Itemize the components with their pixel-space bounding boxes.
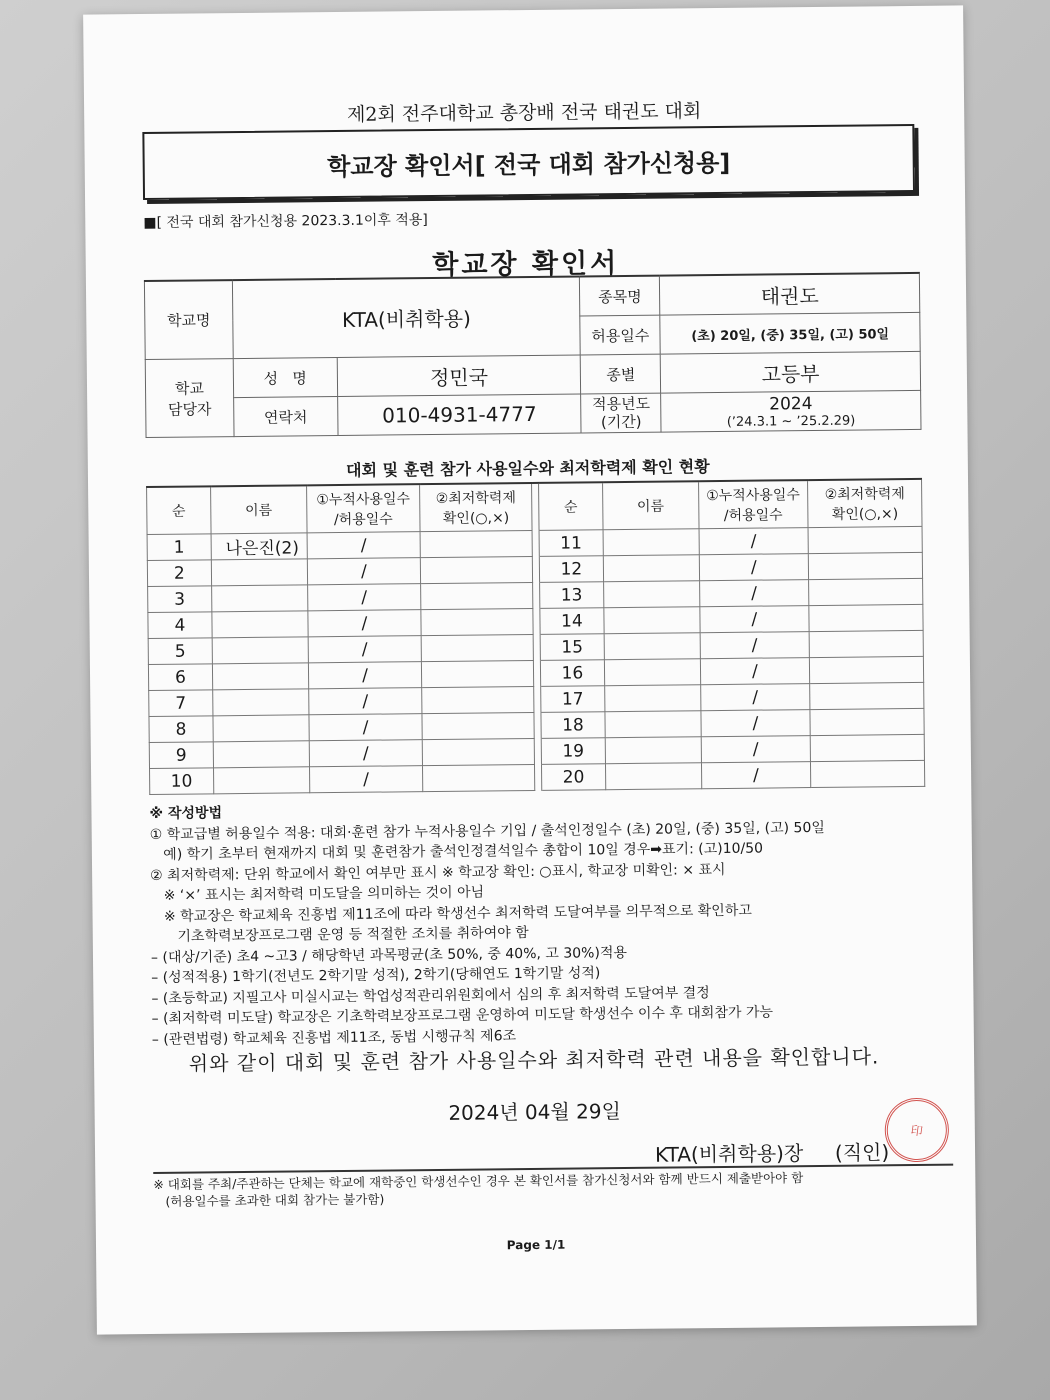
roster-days-cell: / bbox=[701, 736, 811, 763]
roster-name-cell bbox=[213, 715, 309, 742]
roster-academic-cell bbox=[808, 526, 922, 553]
roster-academic-cell bbox=[810, 682, 924, 709]
roster-academic-cell bbox=[809, 630, 923, 657]
roster-days-cell: / bbox=[308, 636, 422, 663]
page-number: Page 1/1 bbox=[506, 1237, 566, 1253]
roster-days-cell: / bbox=[309, 766, 423, 793]
roster-days-cell: / bbox=[699, 606, 809, 633]
roster-academic-cell bbox=[421, 582, 533, 609]
roster-no-cell: 10 bbox=[150, 768, 214, 795]
division-label: 종별 bbox=[581, 354, 661, 394]
roster-no-cell: 7 bbox=[149, 690, 213, 717]
roster-header-days-left: ①누적사용일수 /허용일수 bbox=[306, 484, 420, 533]
roster-name-cell bbox=[603, 581, 699, 608]
roster-days-cell: / bbox=[308, 610, 422, 637]
instruction-line: 기초학력보장프로그램 운영 등 적절한 조치를 취하여야 함 bbox=[150, 925, 529, 945]
allowed-days-value: (초) 20일, (중) 35일, (고) 50일 bbox=[660, 312, 920, 354]
roster-name-cell bbox=[604, 659, 700, 686]
roster-academic-cell bbox=[421, 556, 533, 583]
contact-person-label: 학교 담당자 bbox=[145, 359, 234, 438]
year-value: 2024 bbox=[769, 393, 813, 414]
section-title: 대회 및 훈련 참가 사용일수와 최저학력제 확인 현황 bbox=[346, 457, 710, 480]
instruction-line: – (관련법령) 학교체육 진흥법 제11조, 동법 시행규칙 제6조 bbox=[151, 1027, 517, 1048]
instruction-line: ※ ‘×’ 표시는 최저학력 미도달을 의미하는 것이 아님 bbox=[150, 884, 485, 904]
roster-no-cell: 1 bbox=[147, 534, 211, 561]
roster-name-cell bbox=[605, 711, 701, 738]
roster-name-cell bbox=[212, 611, 308, 638]
roster-days-cell: / bbox=[699, 528, 809, 555]
roster-academic-cell bbox=[423, 738, 535, 765]
roster-days-cell: / bbox=[309, 740, 423, 767]
roster-no-cell: 15 bbox=[540, 634, 604, 661]
roster-name-cell bbox=[212, 663, 308, 690]
roster-days-cell: / bbox=[700, 710, 810, 737]
roster-academic-cell bbox=[810, 708, 924, 735]
principal-signature: KTA(비취학용)장 (직인) bbox=[654, 1140, 890, 1167]
roster-header-name-right: 이름 bbox=[602, 481, 698, 529]
roster-days-cell: / bbox=[700, 684, 810, 711]
confirm-statement: 위와 같이 대회 및 훈련 참가 사용일수와 최저학력 관련 내용을 확인합니다. bbox=[188, 1044, 880, 1076]
roster-name-cell bbox=[605, 763, 701, 790]
roster-days-cell: / bbox=[307, 558, 421, 585]
phone-value: 010-4931-4777 bbox=[337, 394, 581, 436]
roster-no-cell: 9 bbox=[149, 742, 213, 769]
roster-no-cell: 2 bbox=[147, 560, 211, 587]
roster-header-academic-right: ②최저학력제 확인(○,×) bbox=[808, 479, 922, 528]
roster-days-cell: / bbox=[308, 688, 422, 715]
roster-no-cell: 16 bbox=[540, 660, 604, 687]
sport-label: 종목명 bbox=[580, 276, 660, 316]
instruction-line: ② 최저학력제: 단위 학교에서 확인 여부만 표시 ※ 학교장 확인: ○표시, 학교장 미확인: × 표시 bbox=[150, 861, 726, 884]
roster-header-name-left: 이름 bbox=[210, 485, 306, 534]
roster-name-cell bbox=[211, 585, 307, 612]
roster-header-no-left: 순 bbox=[147, 486, 211, 534]
school-name-label: 학교명 bbox=[144, 280, 233, 359]
roster-name-cell bbox=[604, 633, 700, 660]
roster-academic-cell bbox=[810, 656, 924, 683]
roster-no-cell: 17 bbox=[541, 686, 605, 713]
period-value: (’24.3.1 ~ ’25.2.29) bbox=[726, 413, 856, 430]
roster-academic-cell bbox=[808, 552, 922, 579]
roster-days-cell: / bbox=[701, 762, 811, 789]
roster-name-cell bbox=[603, 529, 699, 556]
roster-header-no-right: 순 bbox=[539, 482, 603, 530]
roster-name-cell bbox=[605, 737, 701, 764]
division-value: 고등부 bbox=[661, 351, 921, 393]
roster-academic-cell bbox=[422, 660, 534, 687]
footnote-line: ※ 대회를 주최/주관하는 단체는 학교에 재학중인 학생선수인 경우 본 확인서를 참가신청서와 함께 반드시 제출받아야 함 bbox=[153, 1170, 804, 1192]
signature-date: 2024년 04월 29일 bbox=[448, 1099, 621, 1125]
roster-days-cell: / bbox=[308, 662, 422, 689]
document-page bbox=[83, 5, 977, 1334]
roster-header-days-right: ①누적사용일수 /허용일수 bbox=[698, 480, 808, 529]
roster-no-cell: 4 bbox=[148, 612, 212, 639]
roster-name-cell bbox=[604, 685, 700, 712]
roster-no-cell: 8 bbox=[149, 716, 213, 743]
roster-name-cell bbox=[212, 637, 308, 664]
phone-label: 연락처 bbox=[233, 397, 337, 437]
roster-name-cell bbox=[603, 555, 699, 582]
year-label: 적용년도 (기간) bbox=[581, 393, 661, 433]
year-cell bbox=[661, 390, 921, 432]
instruction-line: ① 학교급별 허용일수 적용: 대회·훈련 참가 누적사용일수 기입 / 출석인정일수 (초) 20일, (중) 35일, (고) 50일 bbox=[149, 819, 825, 843]
roster-days-cell: / bbox=[307, 532, 421, 559]
instruction-line: ※ 작성방법 bbox=[149, 805, 223, 822]
roster-days-cell: / bbox=[700, 658, 810, 685]
roster-table bbox=[146, 478, 925, 795]
roster-academic-cell bbox=[809, 578, 923, 605]
school-info-table bbox=[144, 272, 922, 438]
roster-academic-cell bbox=[420, 530, 532, 557]
roster-name-cell bbox=[213, 689, 309, 716]
roster-days-cell: / bbox=[309, 714, 423, 741]
roster-no-cell: 12 bbox=[539, 556, 603, 583]
roster-no-cell: 5 bbox=[148, 638, 212, 665]
instruction-line: 예) 학기 초부터 현재까지 대회 및 훈련참가 출석인정결석일수 총합이 10일 경우➡표기: (고)10/50 bbox=[149, 840, 764, 863]
roster-name-cell bbox=[604, 607, 700, 634]
roster-no-cell: 6 bbox=[148, 664, 212, 691]
roster-no-cell: 20 bbox=[541, 764, 605, 791]
roster-academic-cell bbox=[810, 734, 924, 761]
roster-header-academic-left: ②최저학력제 확인(○,×) bbox=[420, 483, 532, 532]
footnote bbox=[153, 1168, 953, 1210]
instructions bbox=[149, 796, 952, 1050]
instruction-line: – (최저학력 미도달) 학교장은 기초학력보장프로그램 운영하여 미도달 학생선수 이수 후 대회참가 가능 bbox=[151, 1004, 774, 1027]
roster-name-cell bbox=[213, 767, 309, 794]
school-name-value: KTA(비취학용) bbox=[232, 276, 580, 358]
roster-days-cell: / bbox=[700, 632, 810, 659]
roster-academic-cell bbox=[422, 686, 534, 713]
roster-no-cell: 14 bbox=[540, 608, 604, 635]
name-value: 정민국 bbox=[337, 355, 581, 397]
roster-name-cell bbox=[211, 559, 307, 586]
roster-days-cell: / bbox=[699, 554, 809, 581]
roster-no-cell: 18 bbox=[541, 712, 605, 739]
applies-note: ■[ 전국 대회 참가신청용 2023.3.1이후 적용] bbox=[143, 212, 428, 232]
instruction-line: ※ 학교장은 학교체육 진흥법 제11조에 따라 학생선수 최저학력 도달여부를 의무적으로 확인하고 bbox=[150, 902, 752, 925]
roster-academic-cell bbox=[422, 712, 534, 739]
footnote-line: (허용일수를 초과한 대회 참가는 불가함) bbox=[153, 1191, 385, 1209]
roster-no-cell: 11 bbox=[539, 530, 603, 557]
roster-name-cell bbox=[213, 741, 309, 768]
roster-days-cell: / bbox=[307, 584, 421, 611]
roster-academic-cell bbox=[421, 608, 533, 635]
instruction-line: – (성적적용) 1학기(전년도 2학기말 성적), 2학기(당해연도 1학기말 성적) bbox=[151, 965, 601, 986]
event-title: 제2회 전주대학교 총장배 전국 태권도 대회 bbox=[346, 100, 702, 126]
roster-no-cell: 13 bbox=[540, 582, 604, 609]
document-subtitle: 학교장 확인서 bbox=[432, 248, 620, 281]
roster-name-cell: 나은진(2) bbox=[211, 533, 307, 560]
official-seal-stamp: 印 bbox=[881, 1094, 953, 1166]
roster-days-cell: / bbox=[699, 580, 809, 607]
allowed-days-label: 허용일수 bbox=[580, 315, 660, 355]
sport-value: 태권도 bbox=[660, 273, 920, 315]
roster-academic-cell bbox=[811, 760, 925, 787]
name-label: 성 명 bbox=[233, 358, 337, 398]
roster-academic-cell bbox=[423, 764, 535, 791]
form-title: 학교장 확인서[ 전국 대회 참가신청용] bbox=[142, 124, 915, 200]
roster-academic-cell bbox=[421, 634, 533, 661]
instruction-line: – (대상/기준) 초4 ~고3 / 해당학년 과목평균(초 50%, 중 40%, 고 30%)적용 bbox=[150, 944, 628, 966]
roster-academic-cell bbox=[809, 604, 923, 631]
instruction-line: – (초등학교) 지필고사 미실시교는 학업성적관리위원회에서 심의 후 최저학력 도달여부 결정 bbox=[151, 984, 710, 1007]
roster-no-cell: 19 bbox=[541, 738, 605, 765]
roster-no-cell: 3 bbox=[148, 586, 212, 613]
